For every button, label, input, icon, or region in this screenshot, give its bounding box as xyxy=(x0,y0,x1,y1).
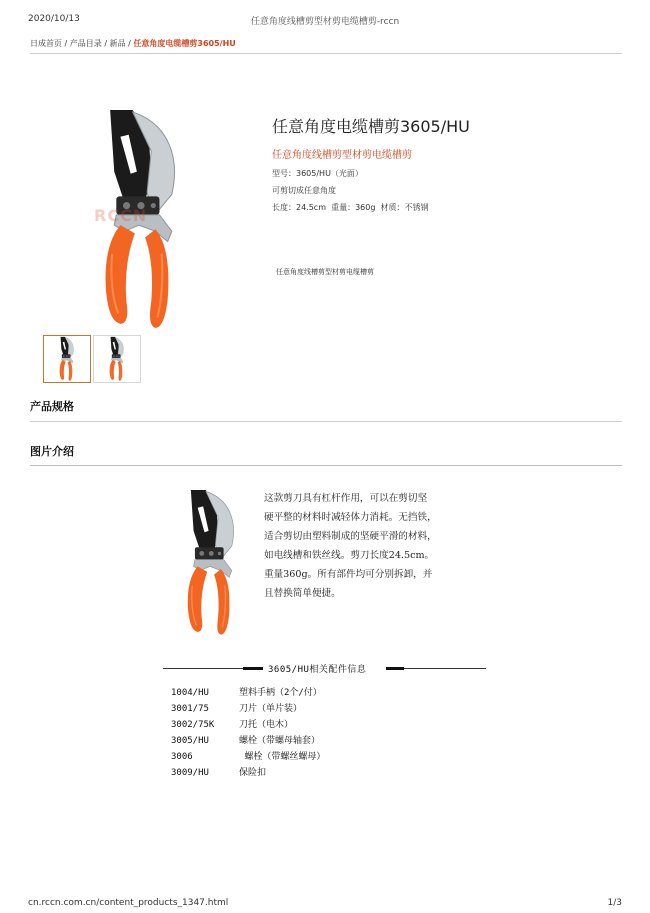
breadcrumb-current: 任意角度电缆槽剪3605/HU xyxy=(133,39,236,48)
accessory-code: 3002/75K xyxy=(171,720,215,730)
spec-divider xyxy=(30,421,622,422)
print-url: cn.rccn.com.cn/content_products_1347.html xyxy=(28,898,229,908)
accessory-rule-left-bold xyxy=(243,667,263,670)
accessory-heading: 3605/HU相关配件信息 xyxy=(268,665,367,675)
description-line: 这款剪刀具有杠杆作用，可以在剪切坚 xyxy=(264,493,428,504)
accessory-code: 1004/HU xyxy=(171,688,209,698)
breadcrumb-catalog[interactable]: 产品目录 xyxy=(69,39,102,48)
breadcrumb-home[interactable]: 日成首页 xyxy=(30,39,62,48)
accessory-name: 保险扣 xyxy=(239,768,267,778)
product-main-image xyxy=(92,110,192,330)
accessory-code: 3009/HU xyxy=(171,768,209,778)
accessory-code: 3005/HU xyxy=(171,736,209,746)
breadcrumb-separator: / xyxy=(64,39,68,48)
accessory-code: 3001/75 xyxy=(171,704,209,714)
accessory-name: 刀片（单片装） xyxy=(239,704,303,714)
print-page-title: 任意角度线槽剪型材剪电缆槽剪-rccn xyxy=(250,17,400,27)
product-title: 任意角度电缆槽剪3605/HU xyxy=(272,117,470,136)
description-image xyxy=(180,490,244,636)
accessory-item xyxy=(171,733,320,746)
product-feature: 可剪切成任意角度 xyxy=(272,186,336,195)
accessory-item xyxy=(171,685,322,698)
accessory-item xyxy=(171,749,325,762)
accessory-name: 塑料手柄（2个/付） xyxy=(239,688,322,698)
description-line: 且替换简单便捷。 xyxy=(264,588,341,599)
rccn-watermark: RCCN xyxy=(94,206,148,225)
accessory-item xyxy=(171,717,293,730)
breadcrumb-separator: / xyxy=(104,39,108,48)
accessory-item xyxy=(171,701,302,714)
image-heading: 图片介绍 xyxy=(30,445,74,458)
image-divider xyxy=(30,465,622,466)
accessory-name: 螺栓（带螺丝螺母） xyxy=(239,752,326,762)
accessory-rule-right-bold xyxy=(386,667,404,670)
description-line: 如电线槽和铁丝线。剪刀长度24.5cm。 xyxy=(264,550,435,561)
accessory-rule-left xyxy=(163,668,243,669)
product-specs: 长度：24.5cm 重量：360g 材质：不锈钢 xyxy=(272,203,429,212)
print-date: 2020/10/13 xyxy=(28,14,80,24)
description-line: 硬平整的材料时减轻体力消耗。无挡铁， xyxy=(264,512,437,523)
thumbnail-1[interactable] xyxy=(43,335,91,383)
accessory-rule-right xyxy=(404,668,486,669)
spec-heading: 产品规格 xyxy=(30,400,74,413)
breadcrumb-new[interactable]: 新品 xyxy=(109,39,126,48)
accessory-name: 螺栓（带螺母轴套） xyxy=(239,736,321,746)
product-model: 型号：3605/HU（光面） xyxy=(272,169,363,178)
breadcrumb-divider xyxy=(30,53,622,54)
thumbnail-2[interactable] xyxy=(93,335,141,383)
description-text xyxy=(264,489,460,603)
print-page-number: 1/3 xyxy=(607,898,622,908)
product-caption: 任意角度线槽剪型材剪电缆槽剪 xyxy=(276,268,374,276)
accessory-code: 3006 xyxy=(171,752,193,762)
description-line: 适合剪切由塑料制成的坚硬平滑的材料， xyxy=(264,531,437,542)
description-line: 重量360g。所有部件均可分别拆卸，并 xyxy=(264,569,433,580)
accessory-item xyxy=(171,765,266,778)
breadcrumb xyxy=(30,38,236,49)
accessory-name: 刀托（电木） xyxy=(239,720,294,730)
breadcrumb-separator: / xyxy=(128,39,131,48)
product-subtitle: 任意角度线槽剪型材剪电缆槽剪 xyxy=(272,150,412,161)
